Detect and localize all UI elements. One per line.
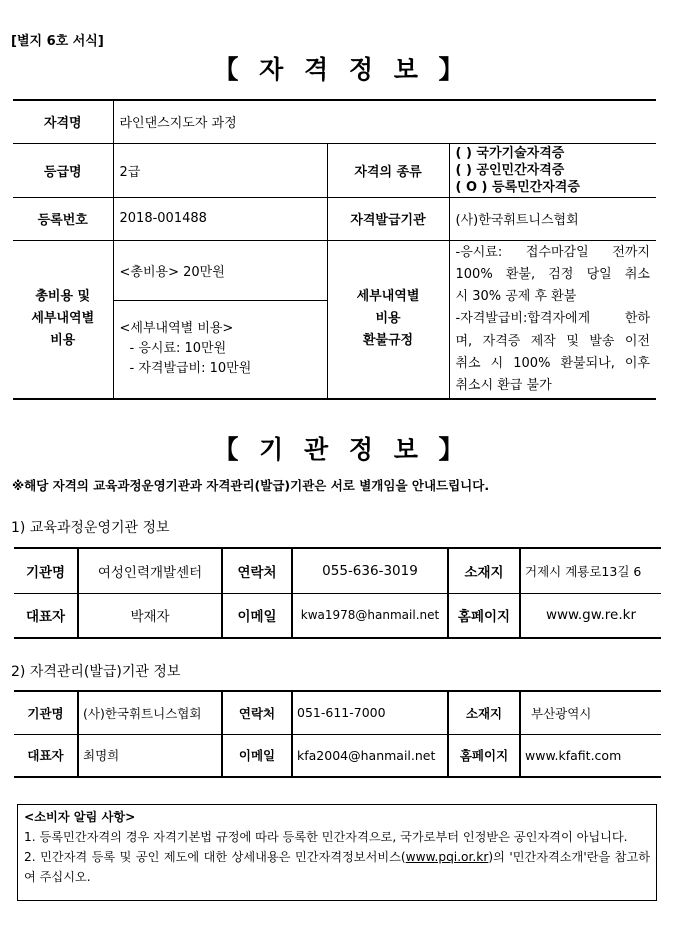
- edu-contact-label: 연락처: [222, 548, 292, 593]
- detail-cost: [113, 301, 327, 399]
- edu-email-value: kwa1978@hanmail.net: [292, 593, 448, 638]
- grade-label: 등급명: [13, 143, 113, 197]
- consumer-notice-box: [17, 804, 657, 901]
- total-cost: <총비용> 20만원: [113, 240, 327, 301]
- name-label: 자격명: [13, 100, 113, 143]
- type-label: 자격의 종류: [327, 143, 449, 197]
- cost-label-line: 비용: [50, 333, 76, 349]
- edu-homepage-label: 홈페이지: [448, 593, 520, 638]
- form-number: [별지 6호 서식]: [11, 34, 104, 49]
- refund-line: -응시료: 접수마감일 전까지: [455, 244, 650, 260]
- mgmt-contact-label: 연락처: [222, 691, 292, 734]
- mgmt-org-value: (사)한국휘트니스협회: [78, 691, 222, 734]
- institution-title: 【 기 관 정 보 】: [213, 435, 470, 464]
- consumer-notice-heading: <소비자 알림 사항>: [24, 810, 136, 824]
- refund-line: 시 30% 공제 후 환불: [455, 289, 577, 305]
- refund-label-line: 비용: [375, 311, 401, 327]
- mgmt-homepage-label: 홈페이지: [448, 734, 520, 777]
- refund-line: -자격발급비:합격자에게 한하: [455, 311, 650, 327]
- notice-text: ※해당 자격의 교육과정운영기관과 자격관리(발급)기관은 서로 별개임을 안내드립니다.: [12, 478, 490, 493]
- refund-text: [449, 240, 656, 399]
- mgmt-email-label: 이메일: [222, 734, 292, 777]
- refund-label-line: 세부내역별: [356, 289, 420, 305]
- detail-cost-line: - 자격발급비: 10만원: [129, 361, 252, 377]
- detail-cost-line: - 응시료: 10만원: [129, 341, 227, 357]
- type-option-registered: ( O ) 등록민간자격증: [455, 179, 580, 195]
- refund-label-line: 환불규정: [362, 333, 414, 349]
- type-option-certified: ( ) 공인민간자격증: [455, 162, 565, 178]
- edu-email-label: 이메일: [222, 593, 292, 638]
- refund-line: 취소 시 100% 환불되나, 이후: [455, 355, 650, 371]
- edu-section-title: 1) 교육과정운영기관 정보: [11, 520, 170, 536]
- edu-address-value: 거제시 계룡로13길 6: [520, 548, 661, 593]
- mgmt-address-value: 부산광역시: [520, 691, 661, 734]
- edu-table: [14, 547, 661, 639]
- refund-line: 며, 자격증 제작 및 발송 이전: [455, 333, 650, 349]
- refund-label: [327, 240, 449, 399]
- edu-homepage-value: www.gw.re.kr: [520, 593, 661, 638]
- mgmt-email-value: kfa2004@hanmail.net: [292, 734, 448, 777]
- detail-cost-line: <세부내역별 비용>: [119, 321, 234, 337]
- cost-label-line: 세부내역별: [31, 311, 95, 327]
- edu-org-label: 기관명: [14, 548, 78, 593]
- mgmt-table: [14, 690, 661, 778]
- cost-label: [13, 240, 113, 399]
- mgmt-section-title: 2) 자격관리(발급)기관 정보: [11, 664, 181, 680]
- edu-rep-value: 박재자: [78, 593, 222, 638]
- mgmt-org-label: 기관명: [14, 691, 78, 734]
- edu-contact-value: 055-636-3019: [292, 548, 448, 593]
- reg-label: 등록번호: [13, 197, 113, 240]
- mgmt-rep-value: 최명희: [78, 734, 222, 777]
- mgmt-rep-label: 대표자: [14, 734, 78, 777]
- consumer-notice-item-2-post: )의 '민간자격소개'란을 참고하여 주십시오.: [24, 850, 650, 884]
- qualification-table: [13, 99, 656, 400]
- reg-value: 2018-001488: [113, 197, 327, 240]
- consumer-notice-item-1: 1. 등록민간자격의 경우 자격기본법 규정에 따라 등록한 민간자격으로, 국가로부터 인정받은 공인자격이 아닙니다.: [24, 830, 628, 844]
- issuer-value: (사)한국휘트니스협회: [449, 197, 656, 240]
- consumer-notice-item-2-pre: 2. 민간자격 등록 및 공인 제도에 대한 상세내용은 민간자격정보서비스(: [24, 850, 406, 864]
- grade-value: 2급: [113, 143, 327, 197]
- mgmt-homepage-value: www.kfafit.com: [520, 734, 661, 777]
- edu-address-label: 소재지: [448, 548, 520, 593]
- type-option-national: ( ) 국가기술자격증: [455, 145, 565, 161]
- name-value: 라인댄스지도자 과정: [113, 100, 656, 143]
- refund-line: 100% 환불, 검정 당일 취소: [455, 266, 650, 282]
- issuer-label: 자격발급기관: [327, 197, 449, 240]
- mgmt-address-label: 소재지: [448, 691, 520, 734]
- cost-label-line: 총비용 및: [35, 289, 91, 305]
- qualification-title: 【 자 격 정 보 】: [213, 55, 470, 84]
- pqi-link[interactable]: www.pqi.or.kr: [405, 850, 489, 864]
- edu-org-value: 여성인력개발센터: [78, 548, 222, 593]
- refund-line: 취소시 환급 불가: [455, 378, 552, 394]
- consumer-notice-item-2: [24, 847, 650, 887]
- mgmt-contact-value: 051-611-7000: [292, 691, 448, 734]
- type-options: [449, 143, 656, 197]
- edu-rep-label: 대표자: [14, 593, 78, 638]
